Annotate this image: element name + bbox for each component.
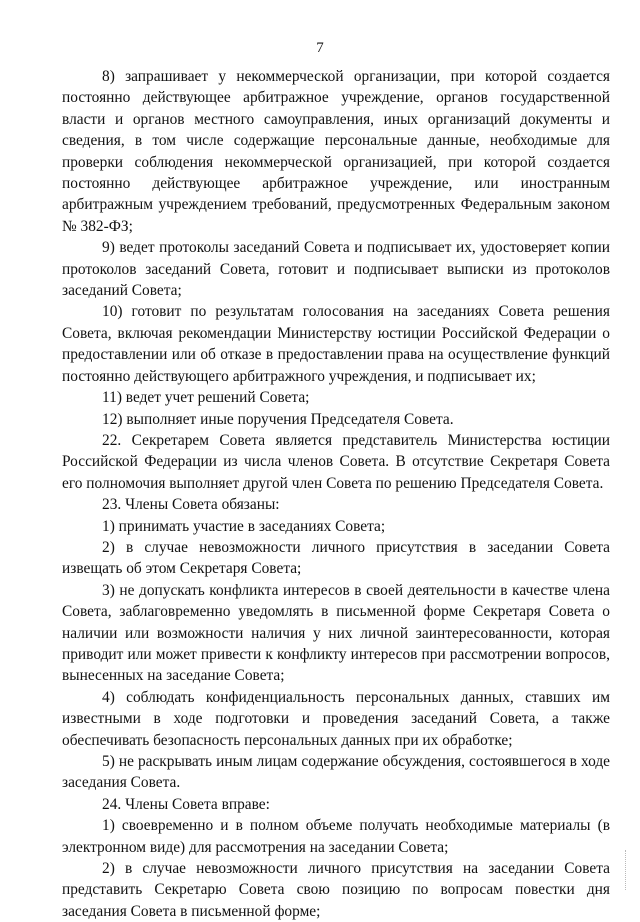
- scan-edge-mark: [621, 850, 626, 890]
- page-number: 7: [316, 40, 324, 56]
- paragraph-right-1: 1) своевременно и в полном объеме получать необходимые материалы (в электронном виде) для рассмотрения на заседании Совета;: [62, 817, 610, 856]
- paragraph-clause-22: 22. Секретарем Совета является представитель Министерства юстиции Российской Федерации из числа членов Совета. В отсутствие Секретаря Совета его полномочия выполняет другой член Совета по решению Председателя Совета.: [62, 431, 610, 492]
- paragraph-duty-2: 2) в случае невозможности личного присутствия в заседании Совета извещать об этом Секретаря Совета;: [62, 538, 610, 578]
- paragraph-right-2: 2) в случае невозможности личного присутствия на заседании Совета представить Секретарю Совета свою позицию по вопросам повестки дня заседания Совета в письменной форме;: [62, 860, 610, 920]
- document-body: [62, 66, 610, 922]
- paragraph-item-8: 8) запрашивает у некоммерческой организации, при которой создается постоянно действующее арбитражное учреждение, органов государственной власти и органов местного самоуправления, иных организаций документы и сведения, в том числе содержащие персональные данные, необходимые для проверки соблюдения некоммерческой организацией, при которой создается постоянно действующее арбитражное учреждение, или иностранным арбитражным учреждением требований, предусмотренных Федеральным законом № 382-ФЗ;: [62, 68, 610, 235]
- paragraph-clause-24: 24. Члены Совета вправе:: [102, 795, 270, 813]
- paragraph-item-11: 11) ведет учет решений Совета;: [102, 389, 310, 407]
- paragraph-item-12: 12) выполняет иные поручения Председателя Совета.: [102, 410, 454, 428]
- paragraph-item-10: 10) готовит по результатам голосования на заседаниях Совета решения Совета, включая рекомендации Министерству юстиции Российской Федерации о предоставлении или об отказе в предоставлении права на осуществление функций постоянно действующего арбитражного учреждения, и подписывает их;: [62, 303, 610, 385]
- paragraph-duty-3: 3) не допускать конфликта интересов в своей деятельности в качестве члена Совета, заблаговременно уведомлять в письменной форме Секретаря Совета о наличии или возможности наличия у них личной заинтересованности, которая приводит или может привести к конфликту интересов при рассмотрении вопросов, вынесенных на заседание Совета;: [62, 581, 610, 685]
- paragraph-duty-4: 4) соблюдать конфиденциальность персональных данных, ставших им известными в ходе подготовки и проведения заседаний Совета, а также обеспечивать безопасность персональных данных при их обработке;: [62, 688, 610, 749]
- paragraph-item-9: 9) ведет протоколы заседаний Совета и подписывает их, удостоверяет копии протоколов заседаний Совета, готовит и подписывает выписки из протоколов заседаний Совета;: [62, 239, 610, 300]
- paragraph-duty-5: 5) не раскрывать иным лицам содержание обсуждения, состоявшегося в ходе заседания Совета.: [62, 753, 610, 792]
- paragraph-duty-1: 1) принимать участие в заседаниях Совета;: [102, 517, 386, 535]
- paragraph-clause-23: 23. Члены Совета обязаны:: [102, 496, 280, 514]
